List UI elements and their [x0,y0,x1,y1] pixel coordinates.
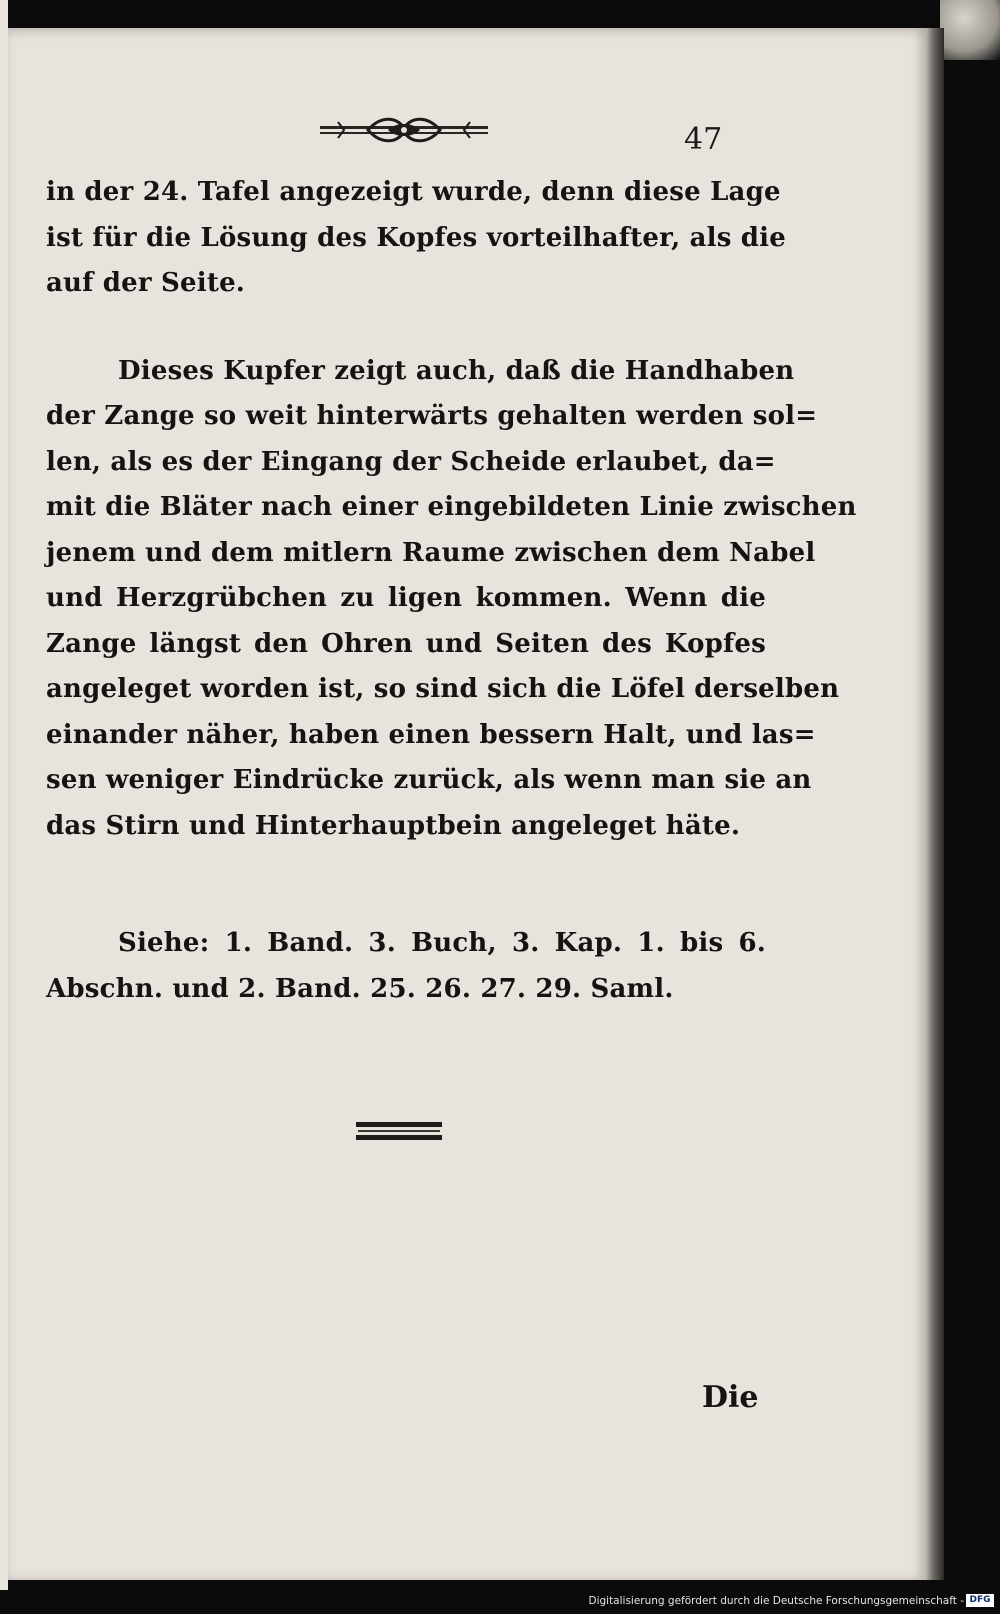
text-line: jenem und dem mitlern Raume zwischen dem Nabel [46,537,816,568]
reference-note [46,921,766,1012]
text-line: Abschn. und 2. Band. 25. 26. 27. 29. Saml. [46,973,674,1004]
text-line: und Herzgrübchen zu ligen kommen. Wenn die [46,583,766,613]
header-ornament [318,110,490,150]
page-corner-shadow [940,0,1000,60]
text-line: sen weniger Eindrücke zurück, als wenn man sie an [46,765,812,795]
paragraph-1 [46,170,786,307]
footer-credit: Digitalisierung gefördert durch die Deutsche Forschungsgemeinschaft - [588,1595,964,1607]
text-line: in der 24. Tafel angezeigt wurde, denn diese Lage [46,177,781,207]
page-right-edge [926,28,944,1580]
text-line: Zange längst den Ohren und Seiten des Kopfes [46,628,766,659]
catchword: Die [702,1380,759,1415]
text-line: das Stirn und Hinterhauptbein angeleget häte. [46,810,741,841]
text-line: Siehe: 1. Band. 3. Buch, 3. Kap. 1. bis 6. [118,928,766,958]
text-line: len, als es der Eingang der Scheide erlaubet, da= [46,446,776,477]
text-line: auf der Seite. [46,268,246,298]
section-divider [356,1120,446,1142]
paragraph-2 [46,349,857,850]
text-line: einander näher, haben einen bessern Halt, und las= [46,719,816,750]
dfg-logo-icon: DFG [966,1594,994,1607]
text-line: mit die Bläter nach einer eingebildeten Linie zwischen [46,492,857,522]
text-line: ist für die Lösung des Kopfes vorteilhafter, als die [46,222,786,253]
text-line: Dieses Kupfer zeigt auch, daß die Handhaben [118,355,795,386]
body-text [46,170,857,1012]
adjacent-page-edge [0,0,8,1614]
text-line: angeleget worden ist, so sind sich die Löfel derselben [46,674,840,704]
text-line: der Zange so weit hinterwärts gehalten werden sol= [46,401,818,431]
page-number: 47 [684,122,723,157]
